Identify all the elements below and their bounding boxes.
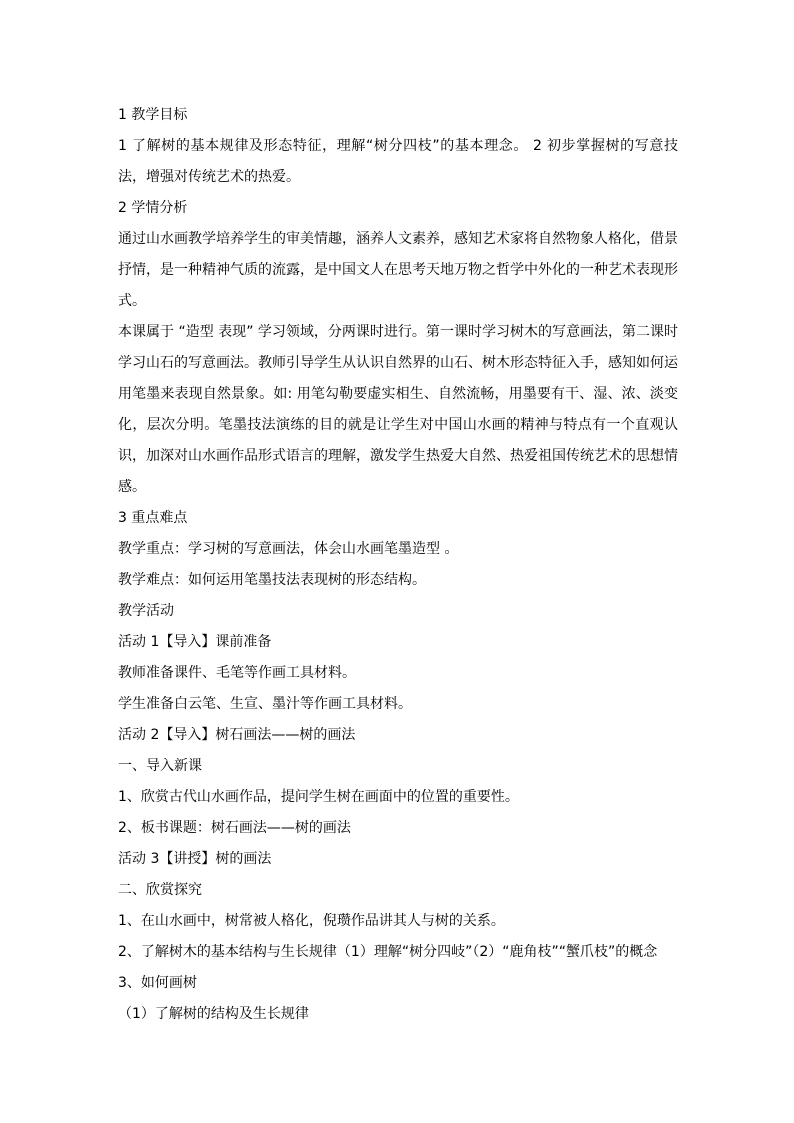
activity-2-title: 活动 2【导入】树石画法——树的画法 (118, 727, 356, 743)
sub-item-understand-structure: （1）了解树的结构及生长规律 (118, 1006, 309, 1022)
heading-key-points: 3 重点难点 (118, 510, 188, 526)
activity-3-title: 活动 3【讲授】树的画法 (118, 851, 272, 867)
activity-1-student-prep: 学生准备白云笔、生宣、墨汁等作画工具材料。 (118, 696, 412, 712)
list-item-how-to-paint: 3、如何画树 (118, 975, 197, 991)
paragraph-goals-detail: 1 了解树的基本规律及形态特征，理解“树分四枝”的基本理念。 2 初步掌握树的写意技法，增强对传统艺术的热爱。 (118, 138, 678, 185)
heading-student-analysis: 2 学情分析 (118, 200, 188, 216)
section-appreciate-explore: 二、欣赏探究 (118, 882, 202, 898)
list-item-appreciate: 1、欣赏古代山水画作品，提问学生树在画面中的位置的重要性。 (118, 789, 519, 805)
list-item-board-title: 2、板书课题：树石画法——树的画法 (118, 820, 351, 836)
paragraph-analysis-2: 本课属于 “造型 表现” 学习领域，分两课时进行。第一课时学习树木的写意画法，第二课时学习山石的写意画法。教师引导学生从认识自然界的山石、树木形态特征入手，感知如何运用笔墨来表现自然景象。如: 用笔勾勒要虚实相生、自然流畅，用墨要有干、湿、浓、淡变化，层次分明。笔墨技法演练的目的就是让学生对中国山水画的精神与特点有一个直观认识，加深对山水画作品形式语言的理解，激发学生热爱大自然、热爱祖国传统艺术的思想情感。 (118, 324, 678, 495)
paragraph-key-point: 教学重点：学习树的写意画法，体会山水画笔墨造型 。 (118, 541, 459, 557)
paragraph-difficult-point: 教学难点：如何运用笔墨技法表现树的形态结构。 (118, 572, 426, 588)
heading-teaching-goals: 1 教学目标 (118, 107, 188, 123)
section-introduce-new-lesson: 一、导入新课 (118, 758, 202, 774)
activity-1-teacher-prep: 教师准备课件、毛笔等作画工具材料。 (118, 665, 356, 681)
list-item-tree-structure: 2、了解树木的基本结构与生长规律（1）理解“树分四岐”（2）“鹿角枝”“蟹爪枝”的概念 (118, 944, 658, 960)
heading-teaching-activities: 教学活动 (118, 603, 174, 619)
activity-1-title: 活动 1【导入】课前准备 (118, 634, 272, 650)
paragraph-analysis-1: 通过山水画教学培养学生的审美情趣，涵养人文素养，感知艺术家将自然物象人格化，借景抒情，是一种精神气质的流露，是中国文人在思考天地万物之哲学中外化的一种艺术表现形式。 (118, 231, 678, 309)
document-body (118, 100, 678, 1030)
list-item-personification: 1、在山水画中，树常被人格化，倪瓒作品讲其人与树的关系。 (118, 913, 505, 929)
